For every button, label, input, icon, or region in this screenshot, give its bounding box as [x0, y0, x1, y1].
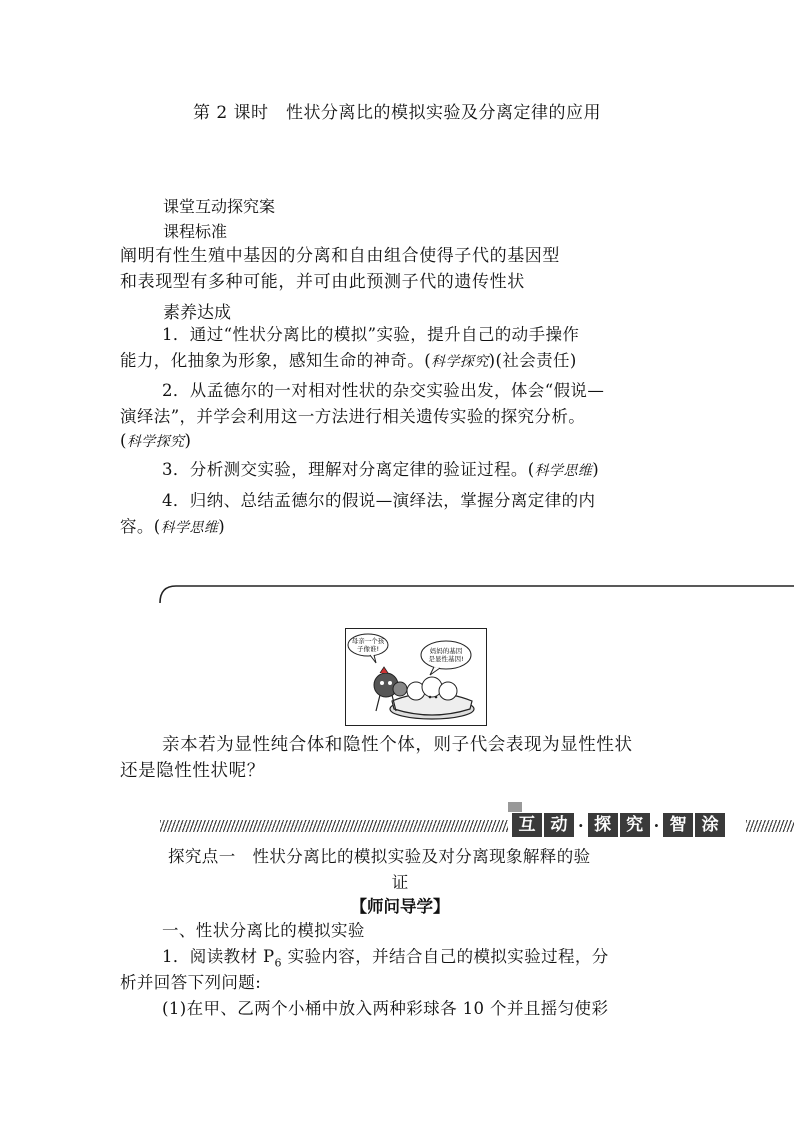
question-1-sub-1: (1)在甲、乙两个小桶中放入两种彩球各 10 个并且摇匀使彩	[162, 999, 609, 1018]
explore-point-1-line-1: 探究点一 性状分离比的模拟实验及对分离现象解释的验	[168, 847, 591, 866]
banner-dot: ·	[578, 815, 584, 835]
standard-text-line-1: 阐明有性生殖中基因的分离和自由组合使得子代的基因型	[120, 246, 560, 266]
banner-char: 动	[544, 813, 574, 837]
banner-hatch-left	[160, 820, 508, 832]
explore-point-1-line-2: 证	[391, 873, 409, 892]
banner-hatch-right	[746, 820, 794, 832]
banner-char: 智	[663, 813, 693, 837]
bubble-left-text-2: 子像谁!	[356, 645, 380, 653]
bubble-right-text-1: 妈妈的基因	[429, 647, 463, 655]
section-rule-line	[158, 583, 794, 605]
tag-science-thinking: 科学思维	[160, 520, 219, 536]
goal-4-line-1: 4．归纳、总结孟德尔的假说—演绎法，掌握分离定律的内	[162, 491, 596, 510]
bubble-right-text-2: 是显性基因!	[428, 655, 464, 663]
banner-char: 探	[588, 813, 618, 837]
banner-char: 究	[620, 813, 650, 837]
section-banner	[160, 812, 794, 838]
teacher-guide-heading: 【师问导学】	[350, 897, 450, 916]
subsection-heading: 一、性状分离比的模拟实验	[162, 921, 365, 940]
section-standard: 课程标准	[163, 222, 228, 241]
banner-dot: ·	[653, 815, 660, 835]
question-line-2: 还是隐性性状呢？	[120, 761, 265, 781]
page-title: 第 2 课时 性状分离比的模拟实验及分离定律的应用	[192, 103, 602, 123]
banner-char: 涂	[695, 813, 725, 837]
cartoon-illustration	[345, 628, 487, 726]
tag-science-explore: 科学探究	[431, 354, 489, 370]
goal-2-line-3: (科学探究)	[120, 431, 192, 450]
question-line-1: 亲本若为显性纯合体和隐性个体，则子代会表现为显性性状	[162, 735, 633, 755]
goal-1-line-2: 能力，化抽象为形象，感知生命的神奇。(科学探究)(社会责任)	[120, 351, 577, 370]
banner-title	[512, 812, 725, 838]
goal-1-line-1: 1．通过“性状分离比的模拟”实验，提升自己的动手操作	[162, 325, 580, 344]
goal-2-line-2: 演绎法”，并学会利用这一方法进行相关遗传实验的探究分析。	[120, 407, 586, 426]
tag-science-explore: 科学探究	[126, 434, 185, 450]
banner-char: 互	[512, 813, 542, 837]
banner-tab-mark	[508, 802, 522, 812]
goal-3-line-1: 3．分析测交实验，理解对分离定律的验证过程。(科学思维)	[162, 460, 600, 479]
question-1-line-1: 1．阅读教材 $P_6$ 实验内容，并结合自己的模拟实验过程，分	[162, 947, 609, 970]
tag-science-thinking: 科学思维	[534, 463, 593, 479]
section-classroom: 课堂互动探究案	[163, 197, 276, 216]
section-literacy: 素养达成	[163, 303, 231, 323]
goal-2-line-1: 2．从孟德尔的一对相对性状的杂交实验出发，体会“假说—	[162, 381, 605, 400]
goal-4-line-2: 容。(科学思维)	[120, 517, 226, 536]
bubble-left-text-1: 母亲一个孩	[351, 637, 385, 645]
standard-text-line-2: 和表现型有多种可能，并可由此预测子代的遗传性状	[120, 272, 525, 292]
question-1-line-2: 析并回答下列问题:	[120, 973, 262, 992]
